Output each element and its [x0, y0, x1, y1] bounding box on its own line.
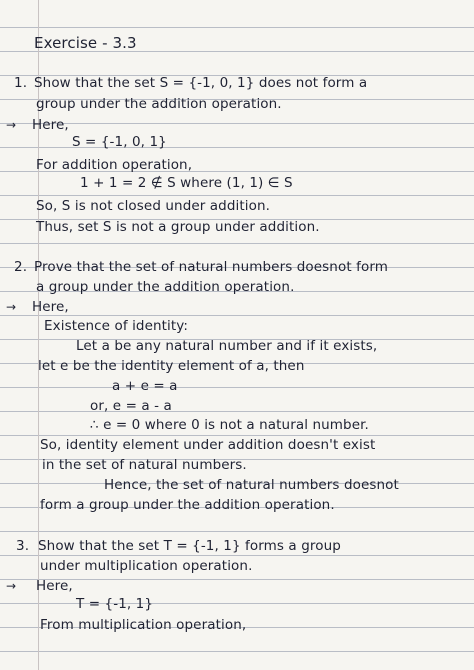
q1-line4: 1 + 1 = 2 ∉ S where (1, 1) ∈ S	[80, 175, 293, 191]
q2-line8: form a group under the addition operation.	[40, 497, 335, 513]
q2-eq1: a + e = a	[112, 378, 178, 394]
q3-line3: From multiplication operation,	[40, 617, 247, 633]
q3-set: T = {-1, 1}	[76, 596, 154, 612]
q2-line4: let e be the identity element of a, then	[38, 358, 305, 374]
q2-arrow-icon: →	[6, 300, 17, 314]
q2-line1: Prove that the set of natural numbers doesnot form	[34, 259, 388, 275]
q1-set: S = {-1, 0, 1}	[72, 134, 167, 150]
q1-line2: group under the addition operation.	[36, 96, 282, 112]
q3-arrow-icon: →	[6, 579, 17, 593]
q2-line7: Hence, the set of natural numbers doesnot	[104, 477, 399, 493]
q3-line2: under multiplication operation.	[40, 558, 253, 574]
q1-line3: For addition operation,	[36, 157, 193, 173]
q2-line2: a group under the addition operation.	[36, 279, 295, 295]
q1-line5: So, S is not closed under addition.	[36, 198, 271, 214]
q2-line5: So, identity element under addition doesn't exist	[40, 437, 376, 453]
q2-eq2: or, e = a - a	[90, 398, 172, 414]
q1-here: Here,	[32, 117, 69, 133]
q2-heading: Existence of identity:	[44, 318, 189, 334]
q3-line1: Show that the set T = {-1, 1} forms a group	[38, 538, 341, 554]
q2-line3: Let a be any natural number and if it exists,	[76, 338, 378, 354]
q1-line1: Show that the set S = {-1, 0, 1} does not form a	[34, 75, 368, 91]
q3-here: Here,	[36, 578, 73, 594]
q3-number: 3.	[16, 538, 30, 554]
q2-here: Here,	[32, 299, 69, 315]
q1-number: 1.	[14, 75, 28, 91]
q2-eq3: ∴ e = 0 where 0 is not a natural number.	[90, 417, 369, 433]
q2-number: 2.	[14, 259, 28, 275]
q1-line6: Thus, set S is not a group under addition.	[36, 219, 320, 235]
q2-line6: in the set of natural numbers.	[42, 457, 247, 473]
exercise-title: Exercise - 3.3	[34, 34, 137, 52]
q1-arrow-icon: →	[6, 118, 17, 132]
